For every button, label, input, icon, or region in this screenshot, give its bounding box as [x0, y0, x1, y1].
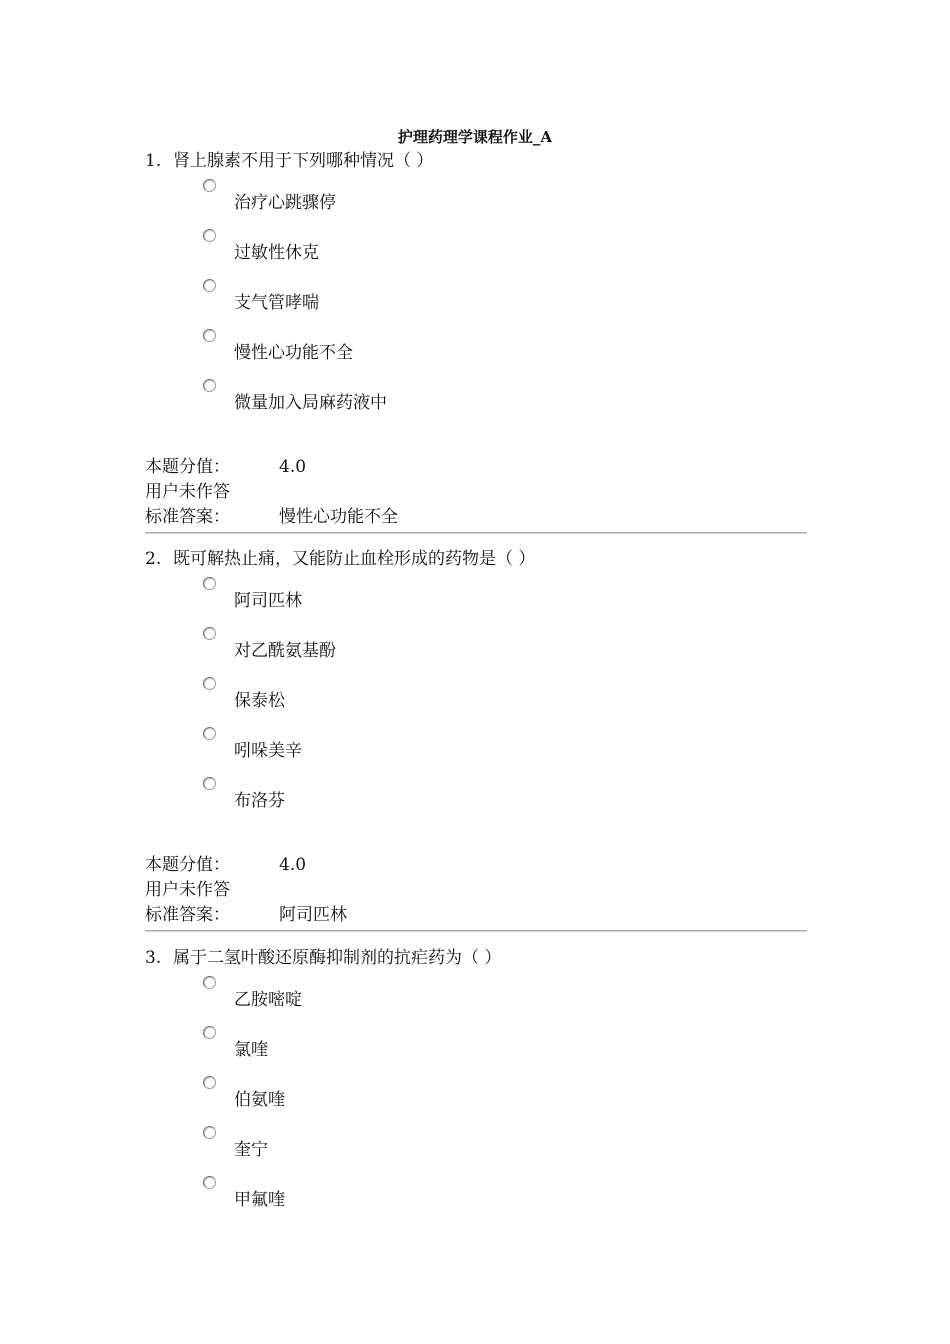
question-divider: [145, 532, 807, 534]
option-item: [145, 379, 807, 429]
question-number: 1.: [145, 151, 162, 171]
option-label[interactable]: 保泰松: [234, 691, 285, 711]
option-label[interactable]: 甲氟喹: [234, 1190, 285, 1210]
radio-button[interactable]: [203, 627, 216, 640]
radio-button[interactable]: [203, 777, 216, 790]
radio-button[interactable]: [203, 1026, 216, 1039]
question-2: [145, 548, 807, 932]
question-divider: [145, 930, 807, 932]
standard-answer-row: [145, 505, 807, 530]
score-row: [145, 853, 807, 878]
option-label[interactable]: 支气管哮喘: [234, 293, 319, 313]
option-item: [145, 329, 807, 379]
standard-answer-label: 标准答案：: [145, 507, 230, 527]
radio-button[interactable]: [203, 1176, 216, 1189]
question-prompt: 属于二氢叶酸还原酶抑制剂的抗疟药为（ ）: [173, 948, 502, 968]
question-text: [145, 150, 807, 172]
option-label[interactable]: 对乙酰氨基酚: [234, 641, 336, 661]
radio-button[interactable]: [203, 677, 216, 690]
answer-status: 用户未作答: [145, 880, 230, 900]
option-label[interactable]: 过敏性休克: [234, 243, 319, 263]
radio-button[interactable]: [203, 379, 216, 392]
option-item: [145, 1026, 807, 1076]
question-number: 3.: [145, 948, 162, 968]
option-label[interactable]: 乙胺嘧啶: [234, 990, 302, 1010]
option-item: [145, 1176, 807, 1226]
option-item: [145, 727, 807, 777]
radio-button[interactable]: [203, 577, 216, 590]
standard-answer-value: 阿司匹林: [279, 905, 347, 925]
score-row: [145, 455, 807, 480]
option-list: [145, 179, 807, 429]
question-1: [145, 150, 807, 534]
option-item: [145, 976, 807, 1026]
radio-button[interactable]: [203, 727, 216, 740]
option-label[interactable]: 慢性心功能不全: [234, 343, 353, 363]
option-list: [145, 577, 807, 827]
question-text: [145, 947, 807, 969]
score-label: 本题分值：: [145, 855, 230, 875]
question-meta: [145, 455, 807, 530]
score-value: 4.0: [279, 457, 307, 477]
standard-answer-value: 慢性心功能不全: [279, 507, 398, 527]
option-label[interactable]: 吲哚美辛: [234, 741, 302, 761]
option-label[interactable]: 微量加入局麻药液中: [234, 393, 387, 413]
option-item: [145, 627, 807, 677]
score-label: 本题分值：: [145, 457, 230, 477]
radio-button[interactable]: [203, 1126, 216, 1139]
option-label[interactable]: 奎宁: [234, 1140, 268, 1160]
question-3: [145, 947, 807, 1226]
question-prompt: 肾上腺素不用于下列哪种情况（ ）: [173, 151, 434, 171]
question-number: 2.: [145, 549, 162, 569]
radio-button[interactable]: [203, 179, 216, 192]
radio-button[interactable]: [203, 279, 216, 292]
option-item: [145, 229, 807, 279]
option-item: [145, 577, 807, 627]
radio-button[interactable]: [203, 976, 216, 989]
radio-button[interactable]: [203, 329, 216, 342]
option-label[interactable]: 布洛芬: [234, 791, 285, 811]
question-prompt: 既可解热止痛，又能防止血栓形成的药物是（ ）: [173, 549, 536, 569]
question-meta: [145, 853, 807, 928]
standard-answer-label: 标准答案：: [145, 905, 230, 925]
option-item: [145, 279, 807, 329]
option-item: [145, 777, 807, 827]
option-item: [145, 1126, 807, 1176]
document-title: 护理药理学课程作业_A: [397, 128, 553, 146]
option-item: [145, 179, 807, 229]
score-value: 4.0: [279, 855, 307, 875]
option-list: [145, 976, 807, 1226]
option-label[interactable]: 阿司匹林: [234, 591, 302, 611]
option-item: [145, 677, 807, 727]
radio-button[interactable]: [203, 229, 216, 242]
option-label[interactable]: 氯喹: [234, 1040, 268, 1060]
option-label[interactable]: 伯氨喹: [234, 1090, 285, 1110]
option-item: [145, 1076, 807, 1126]
standard-answer-row: [145, 903, 807, 928]
option-label[interactable]: 治疗心跳骤停: [234, 193, 336, 213]
radio-button[interactable]: [203, 1076, 216, 1089]
answer-status: 用户未作答: [145, 482, 230, 502]
question-text: [145, 548, 807, 570]
